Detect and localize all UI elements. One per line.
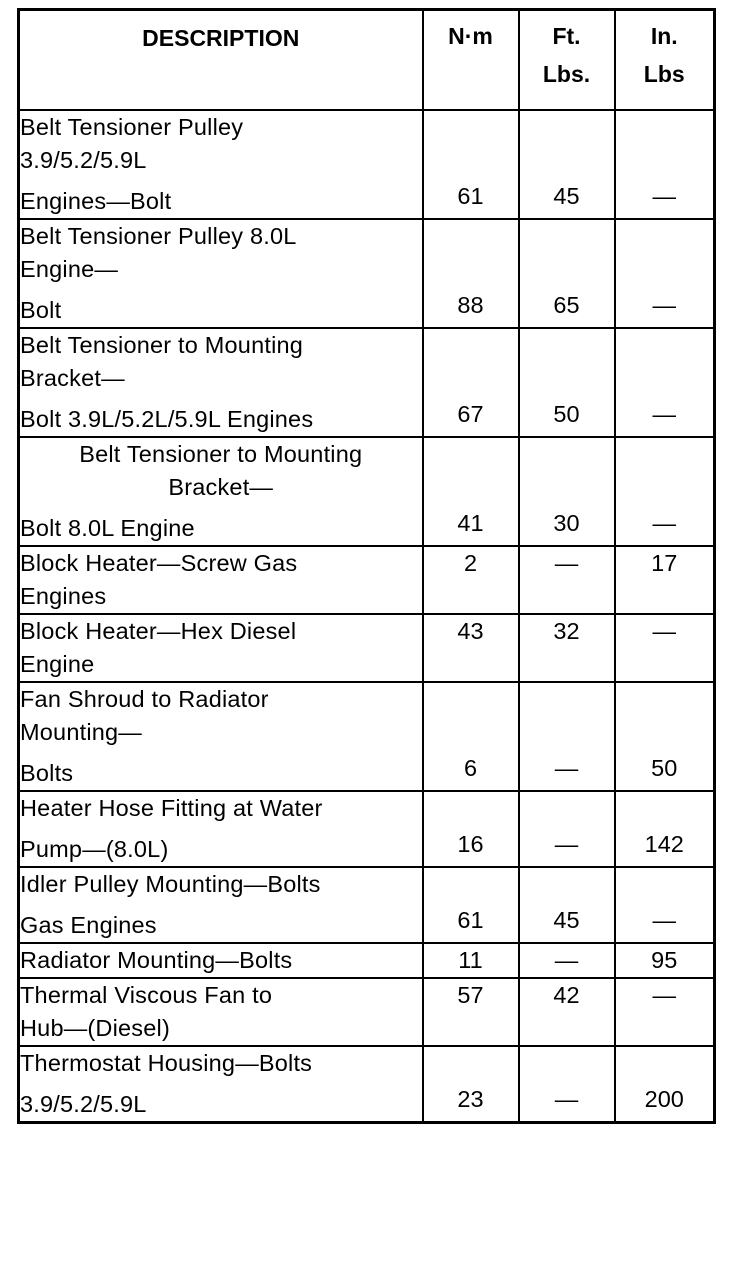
- row-description: [19, 682, 423, 791]
- description-line: Bolt 8.0L Engine: [20, 515, 195, 541]
- description-line: Engine—: [20, 256, 119, 282]
- header-in-line2: Lbs: [643, 61, 685, 87]
- header-description-label: DESCRIPTION: [142, 25, 300, 51]
- description-line: Heater Hose Fitting at Water: [20, 795, 323, 821]
- header-ft-line1: Ft.: [552, 23, 581, 49]
- row-nm-value: 43: [423, 614, 519, 682]
- header-nm-label: N·m: [448, 23, 493, 49]
- row-in-lbs-value: —: [615, 614, 715, 682]
- row-description: [19, 328, 423, 437]
- description-line: Thermostat Housing—Bolts: [20, 1050, 313, 1076]
- row-nm-value: 61: [423, 110, 519, 219]
- row-description: [19, 437, 423, 546]
- row-in-lbs-value: —: [615, 219, 715, 328]
- row-in-lbs-value: —: [615, 867, 715, 943]
- row-nm-value: 2: [423, 546, 519, 614]
- description-line: Idler Pulley Mounting—Bolts: [20, 871, 321, 897]
- table-row: [19, 682, 715, 791]
- description-line: Bolt 3.9L/5.2L/5.9L Engines: [20, 406, 314, 432]
- description-line: Belt Tensioner Pulley: [20, 114, 244, 140]
- row-ft-lbs-value: 45: [519, 110, 615, 219]
- description-line: 3.9/5.2/5.9L: [20, 147, 147, 173]
- description-line: Engines—Bolt: [20, 188, 172, 214]
- row-ft-lbs-value: 42: [519, 978, 615, 1046]
- row-in-lbs-value: 142: [615, 791, 715, 867]
- row-ft-lbs-value: —: [519, 546, 615, 614]
- row-ft-lbs-value: 30: [519, 437, 615, 546]
- description-line: Bracket—: [168, 474, 274, 500]
- header-row: [19, 10, 715, 111]
- description-line: Bolt: [20, 297, 62, 323]
- row-nm-value: 16: [423, 791, 519, 867]
- table-row: [19, 1046, 715, 1123]
- header-nm: [423, 10, 519, 111]
- row-ft-lbs-value: —: [519, 791, 615, 867]
- description-line: Gas Engines: [20, 912, 157, 938]
- table-row: [19, 328, 715, 437]
- row-description: [19, 791, 423, 867]
- row-in-lbs-value: 95: [615, 943, 715, 978]
- description-line: Belt Tensioner to Mounting: [79, 441, 363, 467]
- header-in-lbs: [615, 10, 715, 111]
- row-description: [19, 614, 423, 682]
- row-nm-value: 23: [423, 1046, 519, 1123]
- row-in-lbs-value: 50: [615, 682, 715, 791]
- table-row: [19, 110, 715, 219]
- row-nm-value: 41: [423, 437, 519, 546]
- row-in-lbs-value: —: [615, 978, 715, 1046]
- row-nm-value: 61: [423, 867, 519, 943]
- row-ft-lbs-value: —: [519, 1046, 615, 1123]
- description-line: Block Heater—Hex Diesel: [20, 618, 297, 644]
- torque-spec-table: [17, 8, 716, 1124]
- table-row: [19, 437, 715, 546]
- description-line: Fan Shroud to Radiator: [20, 686, 269, 712]
- row-in-lbs-value: 17: [615, 546, 715, 614]
- header-description: [19, 10, 423, 111]
- description-line: Hub—(Diesel): [20, 1015, 170, 1041]
- table-row: [19, 978, 715, 1046]
- table-row: [19, 546, 715, 614]
- row-description: [19, 867, 423, 943]
- row-in-lbs-value: —: [615, 110, 715, 219]
- header-ft-line2: Lbs.: [542, 61, 591, 87]
- description-line: Belt Tensioner to Mounting: [20, 332, 304, 358]
- table-row: [19, 614, 715, 682]
- row-description: [19, 978, 423, 1046]
- row-description: [19, 219, 423, 328]
- row-nm-value: 57: [423, 978, 519, 1046]
- torque-spec-sheet: [17, 8, 713, 1124]
- description-line: Belt Tensioner Pulley 8.0L: [20, 223, 297, 249]
- row-nm-value: 11: [423, 943, 519, 978]
- row-in-lbs-value: 200: [615, 1046, 715, 1123]
- description-line: Engine: [20, 651, 95, 677]
- row-nm-value: 6: [423, 682, 519, 791]
- row-nm-value: 88: [423, 219, 519, 328]
- header-ft-lbs: [519, 10, 615, 111]
- row-description: [19, 110, 423, 219]
- description-line: Bracket—: [20, 365, 125, 391]
- description-line: Block Heater—Screw Gas: [20, 550, 298, 576]
- row-ft-lbs-value: 65: [519, 219, 615, 328]
- description-line: Bolts: [20, 760, 74, 786]
- row-ft-lbs-value: 32: [519, 614, 615, 682]
- table-row: [19, 943, 715, 978]
- row-ft-lbs-value: —: [519, 682, 615, 791]
- row-in-lbs-value: —: [615, 437, 715, 546]
- spec-table-body: [19, 110, 715, 1123]
- row-ft-lbs-value: 50: [519, 328, 615, 437]
- header-in-line1: In.: [650, 23, 678, 49]
- row-description: [19, 943, 423, 978]
- description-line: Radiator Mounting—Bolts: [20, 947, 293, 973]
- row-description: [19, 1046, 423, 1123]
- description-line: 3.9/5.2/5.9L: [20, 1091, 147, 1117]
- row-description: [19, 546, 423, 614]
- description-line: Mounting—: [20, 719, 142, 745]
- row-nm-value: 67: [423, 328, 519, 437]
- table-row: [19, 219, 715, 328]
- description-line: Pump—(8.0L): [20, 836, 169, 862]
- row-ft-lbs-value: —: [519, 943, 615, 978]
- table-row: [19, 867, 715, 943]
- description-line: Thermal Viscous Fan to: [20, 982, 273, 1008]
- row-in-lbs-value: —: [615, 328, 715, 437]
- description-line: Engines: [20, 583, 107, 609]
- row-ft-lbs-value: 45: [519, 867, 615, 943]
- table-row: [19, 791, 715, 867]
